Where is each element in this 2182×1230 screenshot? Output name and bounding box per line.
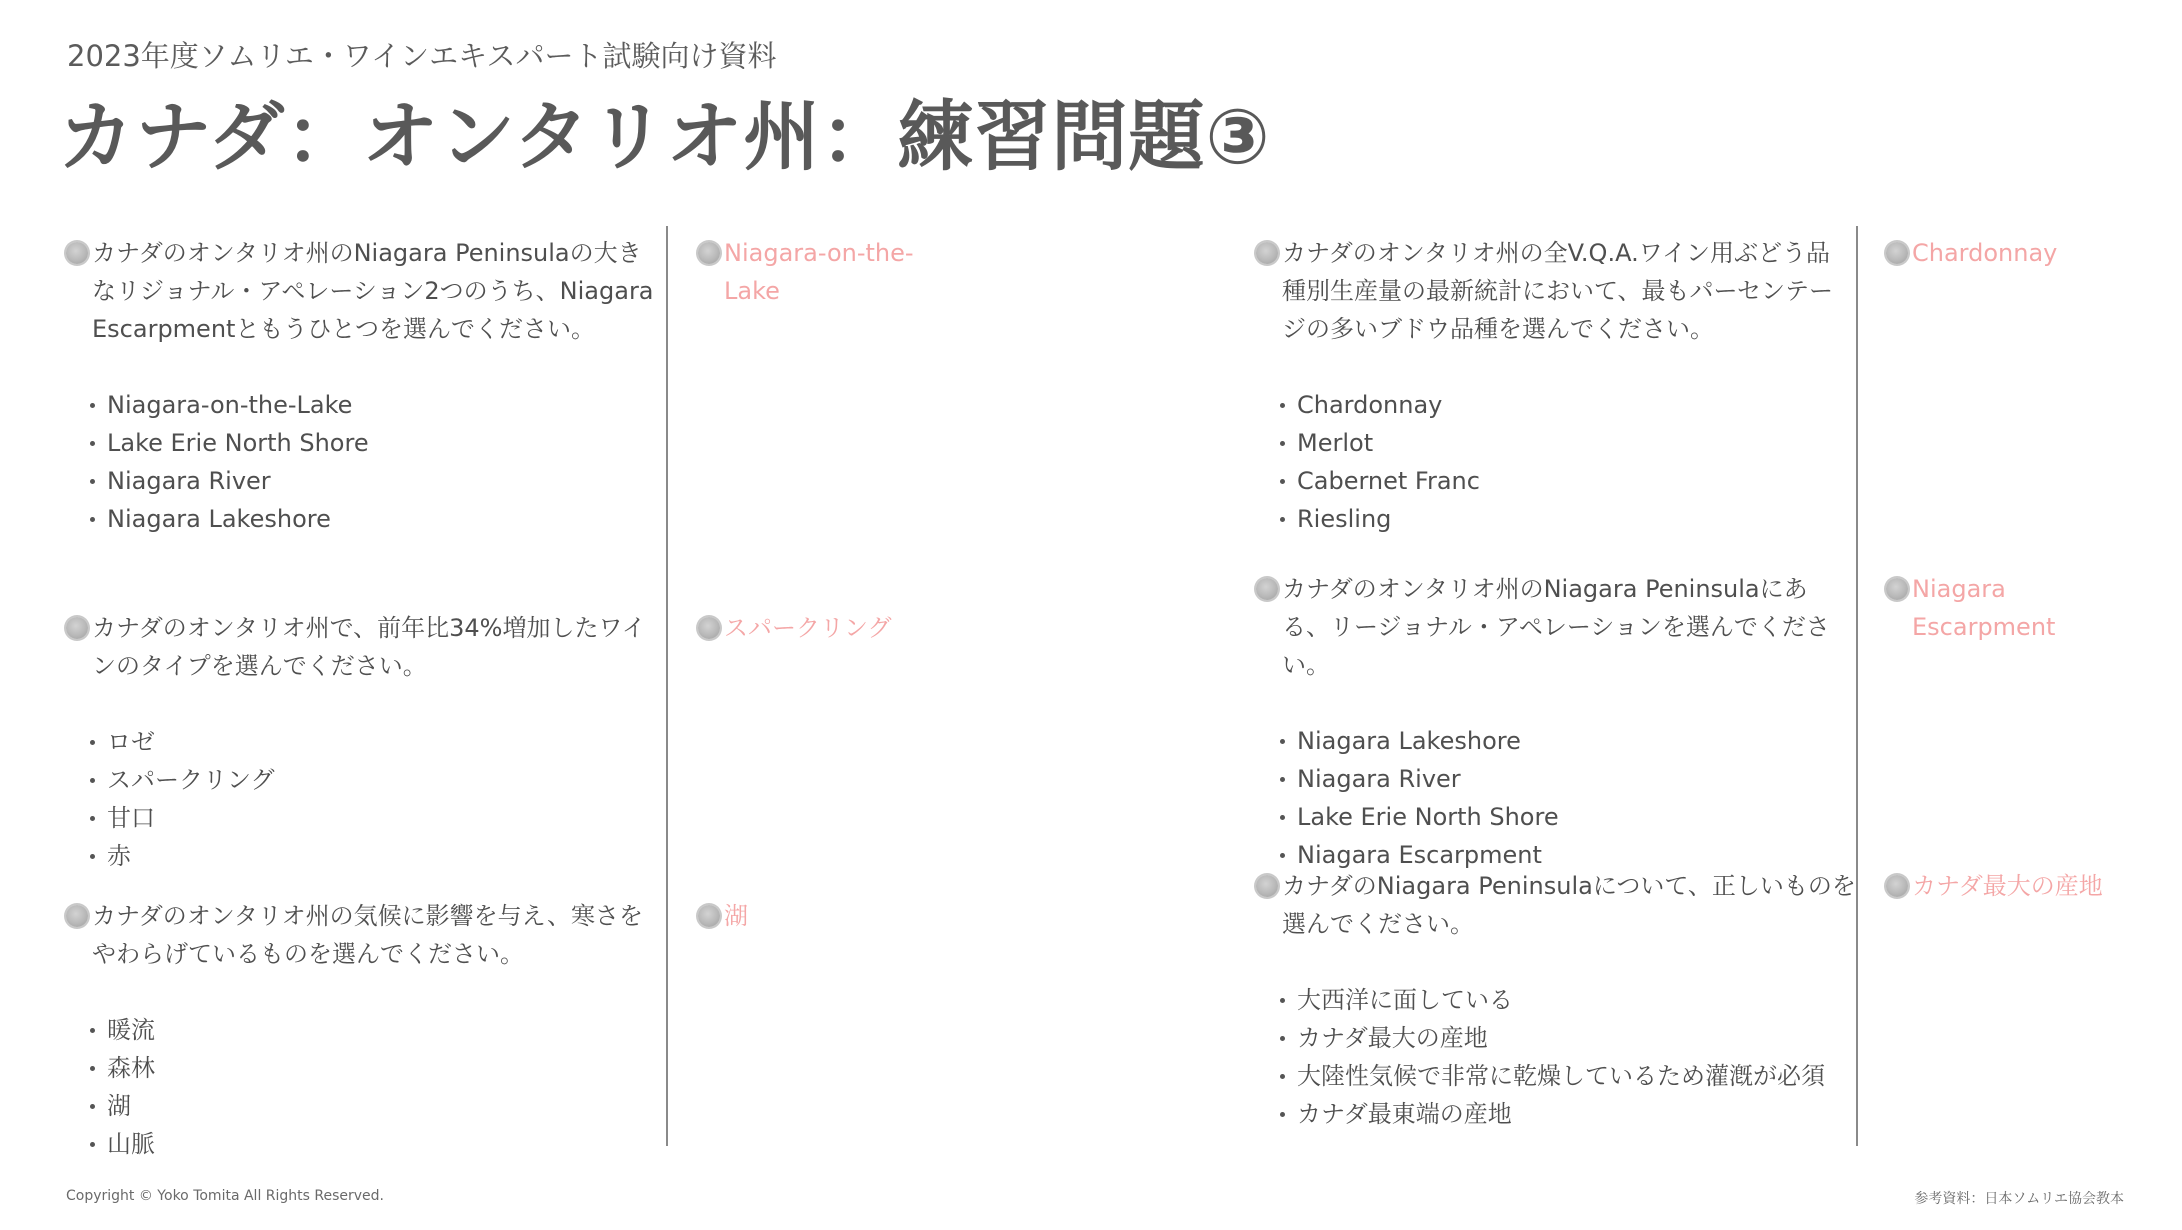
column-divider-right [1856,226,1858,1146]
option-item: Niagara Lakeshore [1280,722,1846,760]
bullet-circle-icon [66,905,88,927]
copyright-text: Copyright © Yoko Tomita All Rights Reserved. [66,1188,385,1204]
answer-3 [698,897,928,935]
option-item: Niagara River [1280,760,1846,798]
question-2 [66,609,656,875]
bullet-circle-icon [66,242,88,264]
answer-5 [1886,570,2086,646]
question-text: カナダのオンタリオ州の全V.Q.A.ワイン用ぶどう品種別生産量の最新統計において、最もパーセンテージの多いブドウ品種を選んでください。 [1282,239,1834,343]
option-item: Cabernet Franc [1280,462,1846,500]
options-list [66,1011,666,1163]
options-list [1256,981,1856,1133]
options-list [66,723,656,875]
bullet-circle-icon [698,242,720,264]
answer-1 [698,234,928,310]
option-item: 山脈 [90,1125,666,1163]
option-item: Lake Erie North Shore [1280,798,1846,836]
bullet-circle-icon [698,617,720,639]
question-6 [1256,867,1856,1133]
option-item: Merlot [1280,424,1846,462]
question-4 [1256,234,1846,538]
option-item: カナダ最東端の産地 [1280,1095,1856,1133]
options-list [1256,722,1846,874]
bullet-circle-icon [1886,578,1908,600]
options-list [66,386,656,538]
answer-text: Niagara Escarpment [1912,575,2056,641]
option-item: Niagara Lakeshore [90,500,656,538]
question-text: カナダのNiagara Peninsulaについて、正しいものを選んでください。 [1282,872,1856,938]
bullet-circle-icon [698,905,720,927]
option-item: Riesling [1280,500,1846,538]
question-text: カナダのオンタリオ州の気候に影響を与え、寒さをやわらげているものを選んでください。 [92,902,644,968]
bullet-circle-icon [1256,242,1278,264]
option-item: スパークリング [90,761,656,799]
options-list [1256,386,1846,538]
option-item: Lake Erie North Shore [90,424,656,462]
reference-text: 参考資料：日本ソムリエ協会教本 [1914,1191,2124,1207]
option-item: カナダ最大の産地 [1280,1019,1856,1057]
option-item: Niagara River [90,462,656,500]
question-5 [1256,570,1846,874]
option-item: 森林 [90,1049,666,1087]
question-1 [66,234,656,538]
option-item: 赤 [90,837,656,875]
bullet-circle-icon [1886,875,1908,897]
question-3 [66,897,666,1163]
option-item: Niagara Escarpment [1280,836,1846,874]
answer-text: 湖 [724,902,748,930]
answer-text: カナダ最大の産地 [1912,872,2103,900]
answer-6 [1886,867,2146,905]
option-item: 大陸性気候で非常に乾燥しているため灌漑が必須 [1280,1057,1856,1095]
answer-4 [1886,234,2126,272]
option-item: 甘口 [90,799,656,837]
page-title: カナダ：オンタリオ州：練習問題③ [58,92,1271,181]
question-text: カナダのオンタリオ州のNiagara Peninsulaの大きなリジョナル・アペレーション2つのうち、Niagara Escarpmentともうひとつを選んでください。 [92,239,654,343]
option-item: 大西洋に面している [1280,981,1856,1019]
question-text: カナダのオンタリオ州のNiagara Peninsulaにある、リージョナル・アペレーションを選んでください。 [1282,575,1830,679]
option-item: ロゼ [90,723,656,761]
option-item: Niagara-on-the-Lake [90,386,656,424]
question-text: カナダのオンタリオ州で、前年比34%増加したワインのタイプを選んでください。 [92,614,646,680]
bullet-circle-icon [66,617,88,639]
answer-2 [698,609,928,647]
bullet-circle-icon [1256,875,1278,897]
option-item: 湖 [90,1087,666,1125]
answer-text: Chardonnay [1912,239,2058,267]
column-divider-left [666,226,668,1146]
answer-text: Niagara-on-the-Lake [724,239,914,305]
bullet-circle-icon [1886,242,1908,264]
bullet-circle-icon [1256,578,1278,600]
option-item: 暖流 [90,1011,666,1049]
answer-text: スパークリング [724,614,892,642]
header-subtitle: 2023年度ソムリエ・ワインエキスパート試験向け資料 [67,39,777,73]
option-item: Chardonnay [1280,386,1846,424]
